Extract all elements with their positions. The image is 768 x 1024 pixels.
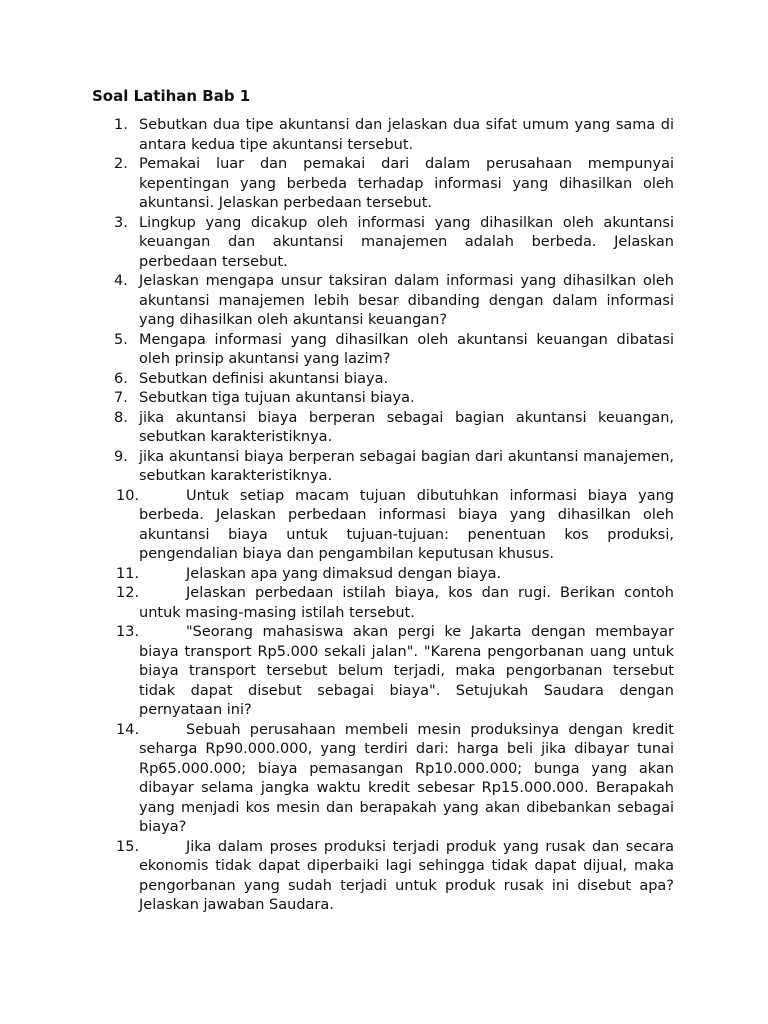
- list-item: [92, 116, 674, 155]
- question-number: 8.: [114, 409, 128, 426]
- question-number: 14.: [116, 721, 140, 738]
- list-item: [92, 623, 674, 721]
- question-text: Jelaskan perbedaan istilah biaya, kos dan rugi. Berikan contoh untuk masing-masing istilah tersebut.: [139, 585, 674, 621]
- question-text: Sebutkan dua tipe akuntansi dan jelaskan dua sifat umum yang sama di antara kedua tipe akuntansi tersebut.: [139, 117, 674, 153]
- question-number: 10.: [116, 487, 140, 504]
- question-text: Sebutkan tiga tujuan akuntansi biaya.: [139, 390, 415, 406]
- question-number: 5.: [114, 331, 128, 348]
- question-text: Pemakai luar dan pemakai dari dalam perusahaan mempunyai kepentingan yang berbeda terhadap informasi yang dihasilkan oleh akuntansi. Jelaskan perbedaan tersebut.: [139, 156, 674, 211]
- question-number: 1.: [114, 117, 128, 133]
- question-text: "Seorang mahasiswa akan pergi ke Jakarta dengan membayar biaya transport Rp5.000 sekali jalan". "Karena pengorbanan uang untuk biaya transport tersebut belum terjadi, maka pengorbanan tersebut tidak dapat disebut sebagai biaya". Setujukah Saudara dengan pernyataan ini?: [139, 624, 674, 718]
- list-item: [92, 838, 674, 916]
- question-number: 13.: [116, 624, 140, 640]
- list-item: [92, 389, 674, 409]
- question-list: [92, 116, 674, 916]
- list-item: [92, 584, 674, 623]
- question-text: Mengapa informasi yang dihasilkan oleh akuntansi keuangan dibatasi oleh prinsip akuntansi yang lazim?: [139, 331, 674, 367]
- question-text: Lingkup yang dicakup oleh informasi yang dihasilkan oleh akuntansi keuangan dan akuntansi manajemen adalah berbeda. Jelaskan perbedaan tersebut.: [139, 214, 674, 270]
- question-text: jika akuntansi biaya berperan sebagai bagian akuntansi keuangan, sebutkan karakteristiknya.: [139, 409, 674, 445]
- list-item: [92, 272, 674, 331]
- question-text: Untuk setiap macam tujuan dibutuhkan informasi biaya yang berbeda. Jelaskan perbedaan informasi biaya yang dihasilkan oleh akuntansi biaya untuk tujuan-tujuan: penentuan kos produksi, pengendalian biaya dan pengambilan keputusan khusus.: [139, 487, 674, 562]
- list-item: [92, 487, 674, 565]
- question-number: 12.: [116, 585, 140, 601]
- page-title: Soal Latihan Bab 1: [92, 87, 251, 105]
- question-number: 15.: [116, 838, 140, 855]
- question-text: jika akuntansi biaya berperan sebagai bagian dari akuntansi manajemen, sebutkan karakteristiknya.: [139, 448, 674, 484]
- list-item: [92, 721, 674, 838]
- question-text: Jelaskan apa yang dimaksud dengan biaya.: [186, 565, 502, 582]
- question-text: Sebuah perusahaan membeli mesin produksinya dengan kredit seharga Rp90.000.000, yang terdiri dari: harga beli jika dibayar tunai Rp65.000.000; biaya pemasangan Rp10.000.000; bunga yang akan dibayar selama jangka waktu kredit sebesar Rp15.000.000. Berapakah yang menjadi kos mesin dan berapakah yang akan dibebankan sebagai biaya?: [139, 721, 674, 835]
- question-number: 7.: [114, 390, 128, 406]
- question-number: 6.: [114, 370, 128, 387]
- list-item: [92, 155, 674, 214]
- list-item: [92, 214, 674, 273]
- list-item: [92, 448, 674, 487]
- question-text: Sebutkan definisi akuntansi biaya.: [139, 370, 389, 387]
- question-number: 9.: [114, 448, 128, 465]
- question-number: 2.: [114, 156, 128, 172]
- question-number: 11.: [116, 565, 140, 582]
- question-text: Jelaskan mengapa unsur taksiran dalam informasi yang dihasilkan oleh akuntansi manajemen lebih besar dibanding dengan dalam informasi yang dihasilkan oleh akuntansi keuangan?: [139, 273, 674, 328]
- question-text: Jika dalam proses produksi terjadi produk yang rusak dan secara ekonomis tidak dapat diperbaiki lagi sehingga tidak dapat dijual, maka pengorbanan yang sudah terjadi untuk produk rusak ini disebut apa? Jelaskan jawaban Saudara.: [139, 838, 674, 913]
- list-item: [92, 331, 674, 370]
- list-item: [92, 370, 674, 390]
- question-number: 3.: [114, 214, 128, 231]
- list-item: [92, 565, 674, 585]
- question-number: 4.: [114, 273, 128, 289]
- list-item: [92, 409, 674, 448]
